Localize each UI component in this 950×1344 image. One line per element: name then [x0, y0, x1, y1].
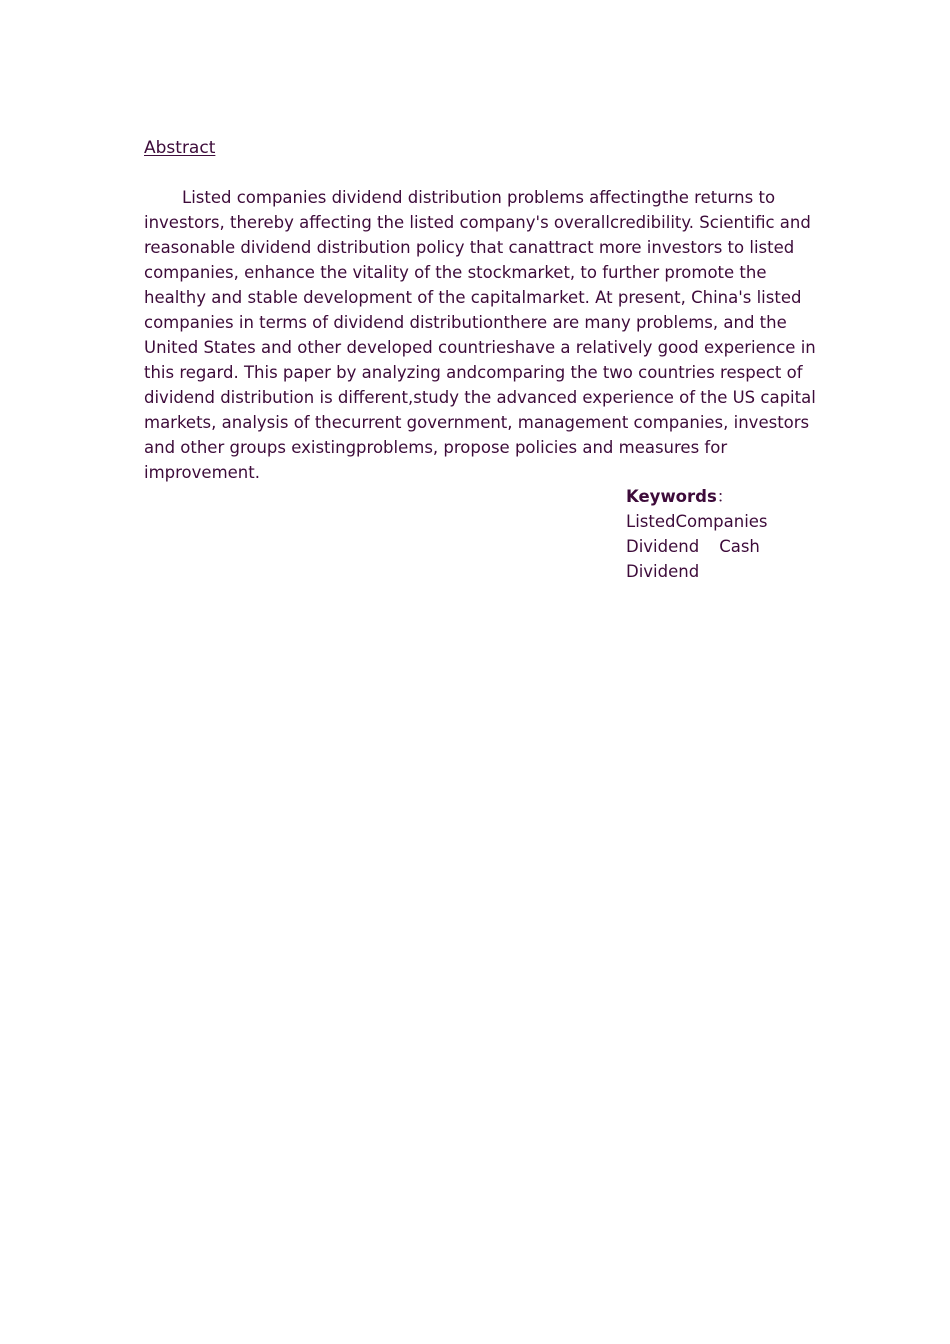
abstract-line: reasonable dividend distribution policy that canattract more investors to listed [144, 238, 795, 257]
abstract-line: dividend distribution is different,study the advanced experience of the US capital [144, 388, 816, 407]
abstract-line: companies in terms of dividend distributionthere are many problems, and the [144, 313, 787, 332]
keywords-separator: ： [716, 487, 734, 506]
keyword-line [626, 509, 806, 534]
abstract-line: investors, thereby affecting the listed company's overallcredibility. Scientific and [144, 213, 811, 232]
abstract-line: healthy and stable development of the capitalmarket. At present, China's listed [144, 288, 802, 307]
keywords-heading-line [626, 484, 806, 509]
keywords-block [626, 484, 806, 584]
abstract-line: and other groups existingproblems, propose policies and measures for [144, 438, 728, 457]
abstract-line: United States and other developed countrieshave a relatively good experience in [144, 338, 816, 357]
keyword-item: Dividend [626, 562, 700, 581]
keyword-line [626, 559, 806, 584]
keyword-item: Dividend [626, 537, 700, 556]
keywords-label: Keywords [626, 487, 717, 506]
abstract-line: this regard. This paper by analyzing andcomparing the two countries respect of [144, 363, 803, 382]
keyword-line [626, 534, 806, 559]
abstract-body [144, 185, 816, 485]
abstract-line: markets, analysis of thecurrent government, management companies, investors [144, 413, 810, 432]
abstract-heading: Abstract [144, 138, 216, 158]
abstract-line: Listed companies dividend distribution problems affectingthe returns to [182, 188, 776, 207]
keyword-item: ListedCompanies [626, 512, 768, 531]
abstract-line: companies, enhance the vitality of the stockmarket, to further promote the [144, 263, 767, 282]
abstract-line: improvement. [144, 463, 260, 482]
keyword-item: Cash [719, 537, 760, 556]
